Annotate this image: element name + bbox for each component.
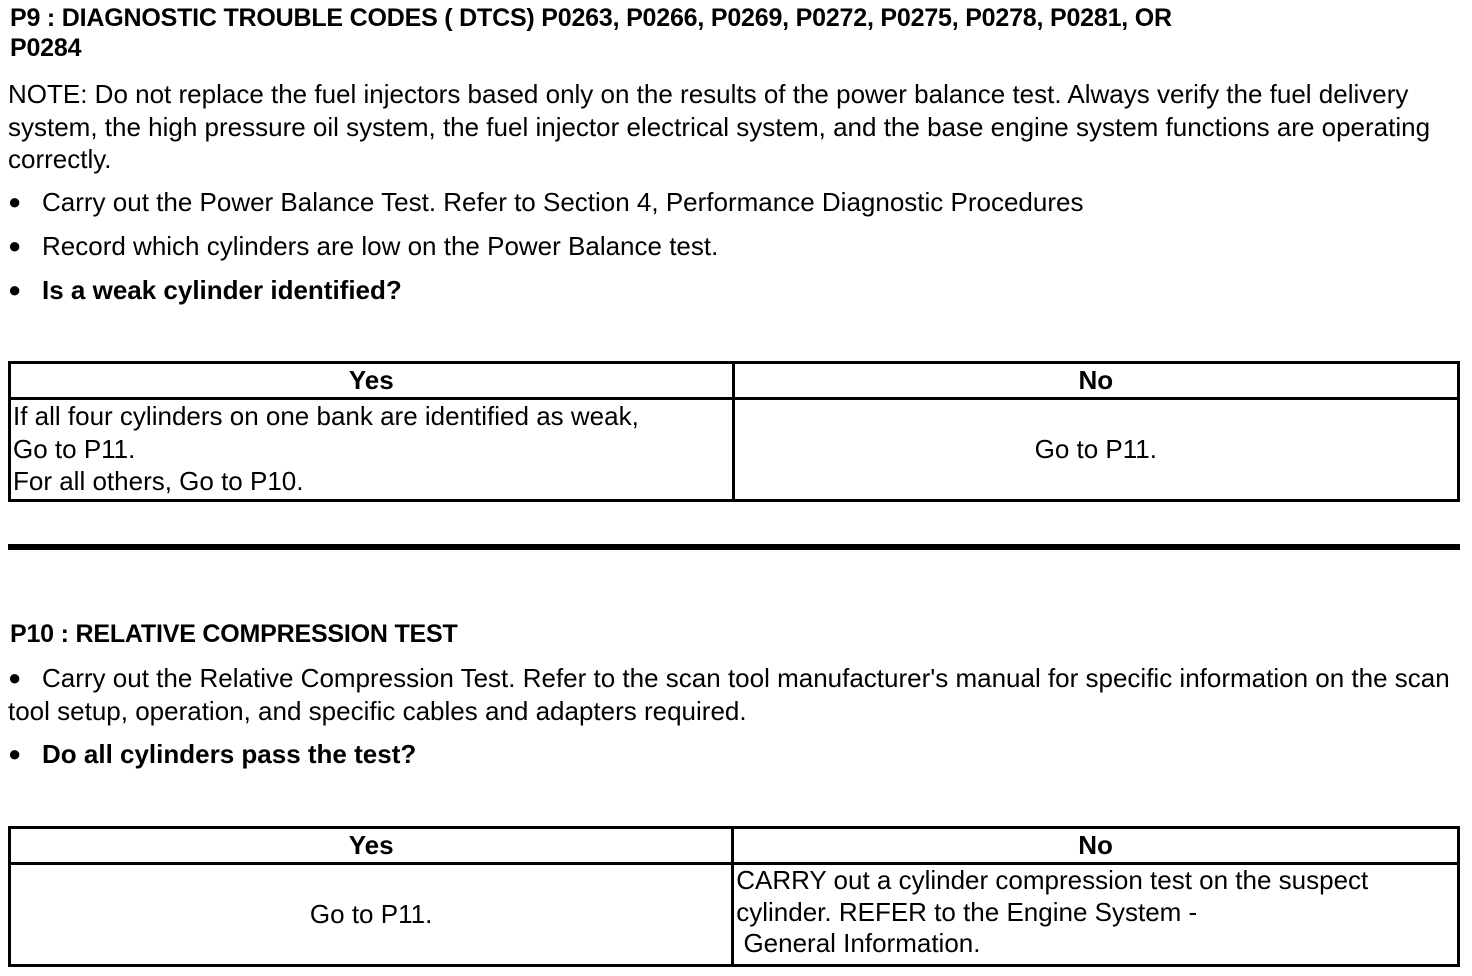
bullet-dot-icon: ● — [8, 277, 22, 302]
p10-bullet-1-text: Carry out the Relative Compression Test. Refer to the scan tool manufacturer's manual for specific information on the scan tool setup, operation, and specific cables and adapters required. — [8, 663, 1450, 726]
p10-no-line-3: General Information. — [736, 928, 981, 958]
p10-question — [8, 738, 1458, 770]
p10-decision-table — [8, 826, 1460, 967]
yes-header: Yes — [10, 363, 734, 399]
yes-header: Yes — [10, 828, 733, 864]
p9-heading — [10, 3, 1450, 63]
p9-decision-table — [8, 361, 1460, 502]
p9-bullet-1 — [8, 186, 1458, 218]
table-header-row — [10, 363, 1459, 399]
p10-bullet-1 — [8, 662, 1458, 727]
p9-question-text: Is a weak cylinder identified? — [42, 275, 402, 305]
bullet-dot-icon: ● — [8, 233, 22, 258]
p9-note: NOTE: Do not replace the fuel injectors based only on the results of the power balance test. Always verify the fuel delivery system, the high pressure oil system, the fuel injector electrical system, and the base engine system functions are operating correctly. — [8, 79, 1431, 174]
p10-question-text: Do all cylinders pass the test? — [42, 739, 417, 769]
bullet-dot-icon: ● — [8, 665, 22, 690]
p10-no-line-1: CARRY out a cylinder compression test on the suspect — [736, 865, 1369, 895]
p9-yes-line-1: If all four cylinders on one bank are identified as weak, — [13, 401, 639, 431]
no-header: No — [733, 828, 1459, 864]
table-row — [10, 399, 1459, 501]
p9-bullet-1-text: Carry out the Power Balance Test. Refer to Section 4, Performance Diagnostic Procedures — [42, 187, 1084, 217]
p9-heading-line-1: P9 : DIAGNOSTIC TROUBLE CODES ( DTCS) P0263, P0266, P0269, P0272, P0275, P0278, P0281, OR — [10, 4, 1172, 32]
p10-yes-cell: Go to P11. — [10, 864, 733, 966]
table-header-row — [10, 828, 1459, 864]
p9-bullet-2-text: Record which cylinders are low on the Power Balance test. — [42, 231, 719, 261]
p9-yes-line-3: For all others, Go to P10. — [13, 466, 304, 496]
p9-yes-cell — [10, 399, 734, 501]
bullet-dot-icon: ● — [8, 189, 22, 214]
p10-heading: P10 : RELATIVE COMPRESSION TEST — [10, 620, 458, 648]
table-row — [10, 864, 1459, 966]
p9-question — [8, 274, 1458, 306]
p9-no-cell: Go to P11. — [733, 399, 1458, 501]
p9-yes-line-2: Go to P11. — [13, 433, 136, 464]
p9-heading-line-2: P0284 — [10, 34, 82, 62]
section-divider — [8, 544, 1460, 550]
no-header: No — [733, 363, 1458, 399]
p10-no-cell — [733, 864, 1459, 966]
bullet-dot-icon: ● — [8, 741, 22, 766]
p9-bullet-2 — [8, 230, 1458, 262]
p10-no-line-2: cylinder. REFER to the Engine System - — [736, 896, 1198, 927]
